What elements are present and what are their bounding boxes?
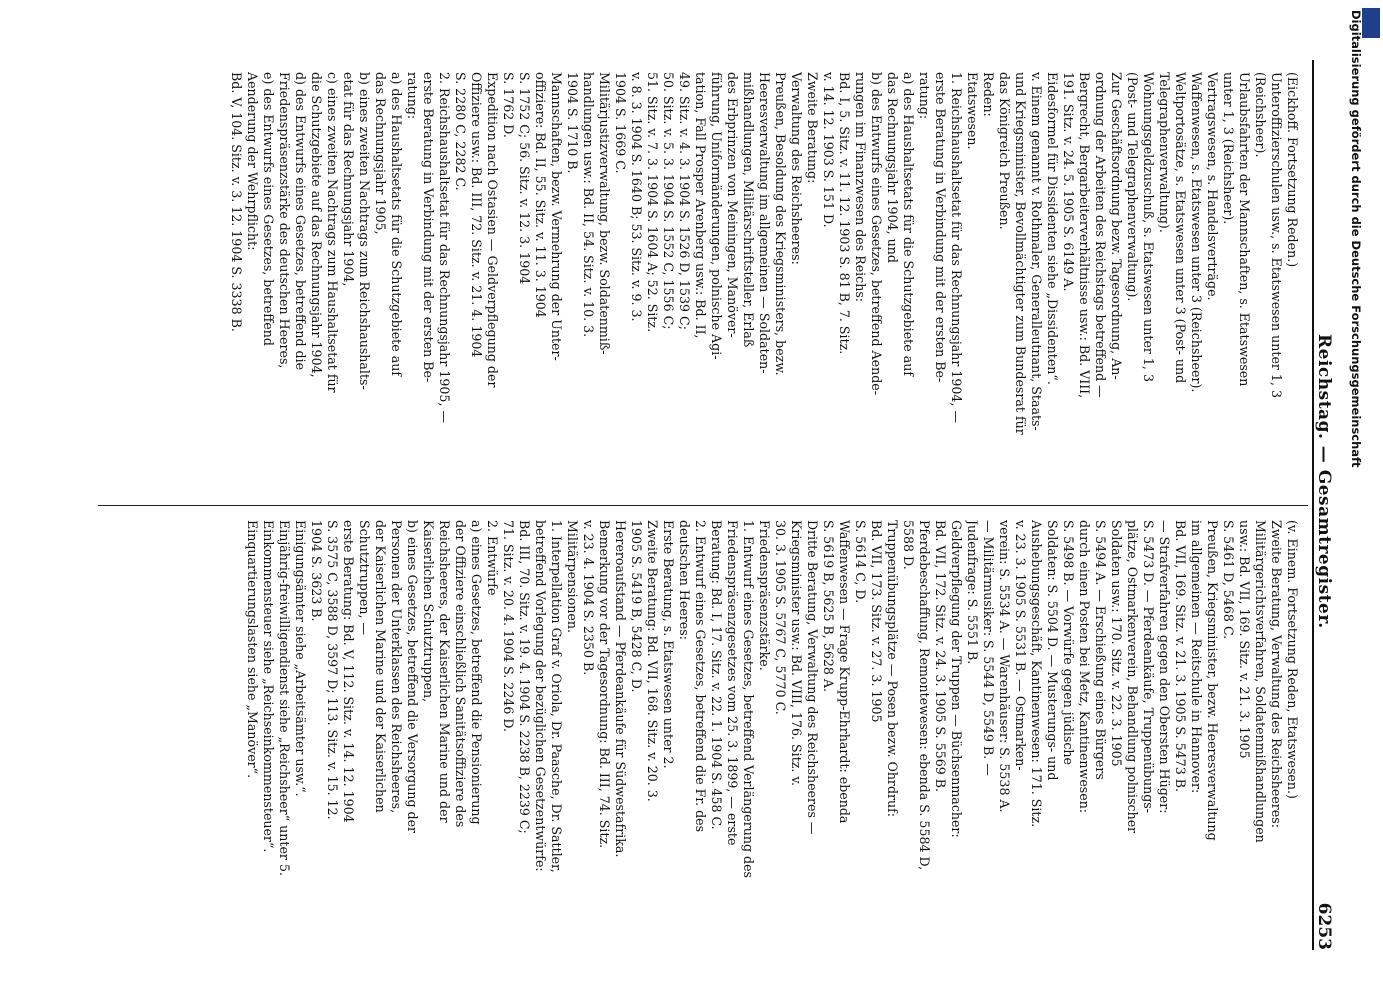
text-line: S. 5614 C, D. <box>853 520 868 604</box>
text-line: 1904 S. 1710 B. <box>565 72 580 174</box>
text-line: 71. Sitz. v. 20. 4. 1904 S. 2246 D. <box>501 520 516 733</box>
text-line: 1. Interpellation Graf v. Oriola, Dr. Paasche, Dr. Sattler, <box>549 520 564 873</box>
text-line: S. 1762 D. <box>501 72 516 138</box>
text-line: 2. Entwurf eines Gesetzes, betreffend die Fr. des <box>693 520 708 833</box>
text-line: 1904 S. 3623 B. <box>309 520 324 622</box>
text-line: Einjährig-freiwilligendienst siehe „Reichsheer“ unter 5. <box>277 520 292 876</box>
text-line: a) des Haushaltsetats für die Schutzgebiete auf <box>901 72 916 376</box>
text-line: Truppenübungsplätze — Posen bezw. Ohrdruf: <box>885 520 900 818</box>
text-line: durch einen Posten bei Metz, Kantinenwesen: <box>1077 520 1092 814</box>
text-line: Militärjustizverwaltung, bezw. Soldatenmiß- <box>597 72 612 355</box>
text-line: v. 23. 4. 1904 S. 2350 B. <box>581 520 596 676</box>
text-line: Hereroaufstand — Pferdeankäufe für Südwestafrika. <box>613 520 628 858</box>
text-line: a) eines Gesetzes, betreffend die Pensionierung <box>469 520 484 825</box>
text-line: Soldaten: S. 5504 D. — Musterungs- und <box>1045 520 1060 781</box>
text-line: S. 3575 C, 3588 D, 3597 D; 113. Sitz. v. 15. 12. <box>325 520 340 820</box>
text-line: der Kaiserlichen Marine und der Kaiserlichen <box>373 520 388 813</box>
text-line: Friedenspräsenzstärke. <box>757 520 772 671</box>
text-line: offiziere: Bd. II, 55. Sitz. v. 11. 3. 1904 <box>533 72 548 318</box>
text-line: und Kriegsminister, Bevollmächtigter zum Bundesrat für <box>1013 72 1028 435</box>
text-line: Bd. V, 104. Sitz. v. 3. 12. 1904 S. 3338 B. <box>229 72 244 332</box>
text-line: ordnung der Arbeiten des Reichstags betreffend — <box>1093 72 1108 398</box>
text-line: unter 1, 3 (Reichsheer). <box>1221 72 1236 225</box>
text-line: Militärpensionen. <box>565 520 580 633</box>
text-line: Etatswesen. <box>965 72 980 150</box>
text-line: 50. Sitz. v. 5. 3. 1904 S. 1552 C, 1556 C; <box>661 72 676 330</box>
text-line: Einigungsämter siehe „Arbeitsämter usw.“. <box>293 520 308 797</box>
text-line: im allgemeinen — Reitschule in Hannover: <box>1189 520 1204 794</box>
text-line: Bergrecht, Bergarbeiterverhältnisse usw.: Bd. VIII, <box>1077 72 1092 399</box>
text-line: a) des Haushaltsetats für die Schutzgebiete auf <box>389 72 404 376</box>
text-line: (Post- und Telegraphenverwaltung). <box>1125 72 1140 302</box>
text-line: 2. Entwürfe <box>485 520 500 596</box>
text-line: Einquartierungslasten siehe „Manöver“. <box>245 520 260 779</box>
text-line: Aushebungsgeschäft, Kantinenwesen: 171. Sitz. <box>1029 520 1044 828</box>
running-title: Reichstag. — Gesamtregister. <box>1314 334 1334 629</box>
text-line: führung, Uniformänderungen, polnische Agi- <box>709 72 724 360</box>
text-line: Heeresverwaltung im allgemeinen — Soldaten- <box>757 72 772 374</box>
text-line: Waffenwesen, s. Etatswesen unter 3 (Reichsheer). <box>1189 72 1204 393</box>
text-line: Zweite Beratung, Verwaltung des Reichsheeres: <box>1269 520 1284 828</box>
text-line: das Königreich Preußen. <box>997 72 1012 230</box>
text-line: S. 5494 A. — Erschießung eines Bürgers <box>1093 520 1108 780</box>
text-line: b) eines zweiten Nachtrags zum Reichshaushalts- <box>357 72 372 390</box>
text-line: Bd. I, 5. Sitz. v. 11. 12. 1903 S. 81 B, 7. Sitz. <box>837 72 852 355</box>
text-line: 191. Sitz. v. 24. 5. 1905 S. 6149 A. <box>1061 72 1076 292</box>
text-line: Bd. VII, 173. Sitz. v. 27. 3. 1905 <box>869 520 884 723</box>
text-line: deutschen Heeres: <box>677 520 692 640</box>
text-line: e) des Entwurfs eines Gesetzes, betreffend <box>261 72 276 346</box>
text-line: Zweite Beratung: <box>805 72 820 184</box>
text-line: Reden: <box>981 72 996 117</box>
text-line: 49. Sitz. v. 4. 3. 1904 S. 1526 D, 1539 C; <box>677 72 692 330</box>
text-line: S. 5461 D, 5468 C. <box>1221 520 1236 640</box>
text-line: v. 14. 12. 1903 S. 151 D. <box>821 72 836 228</box>
digitization-credit: Digitalisierung gefördert durch die Deutsche Forschungsgemeinschaft <box>1349 10 1363 468</box>
text-line: Zweite Beratung: Bd. VII, 168. Sitz. v. 20. 3. <box>645 520 660 802</box>
text-line: Urlaubsfahrten der Mannschaften, s. Etatswesen <box>1237 72 1252 387</box>
text-line: 1. Reichshaushaltsetat für das Rechnungsjahr 1904, — <box>949 72 964 424</box>
text-line: Friedenspräsenzstärke des deutschen Heeres, <box>277 72 292 369</box>
text-line: 5588 D. <box>901 520 916 570</box>
text-line: Bd. III, 70. Sitz. v. 19. 4. 1904 S. 2238 B, 2239 C; <box>517 520 532 834</box>
text-line: v. 23. 3. 1905 S. 5531 B. — Ostmarken- <box>1013 520 1028 771</box>
text-line: Verwaltung des Reichsheeres: <box>789 72 804 265</box>
page-header <box>1308 60 1342 950</box>
left-column <box>80 72 1300 512</box>
text-line: c) eines zweiten Nachtrags zum Haushaltsetat für <box>325 72 340 393</box>
text-line: d) des Entwurfs eines Gesetzes, betreffend die <box>293 72 308 371</box>
text-line: 51. Sitz. v. 7. 3. 1904 S. 1604 A; 52. Sitz. <box>645 72 660 333</box>
text-line: Schutztruppen, — <box>357 520 372 636</box>
text-line: handlungen usw.: Bd. II, 54. Sitz. v. 10. 3. <box>581 72 596 338</box>
text-line: das Rechnungsjahr 1904, und <box>885 72 900 263</box>
text-line: etat für das Rechnungsjahr 1904, <box>341 72 356 287</box>
text-line: usw.: Bd. VII, 169. Sitz. v. 21. 3. 1905 <box>1237 520 1252 759</box>
text-line: rungen im Finanzwesen des Reichs: <box>853 72 868 303</box>
text-line: Mannschaften, bezw. Vermehrung der Unter- <box>549 72 564 361</box>
text-line: 2. Reichshaushaltsetat für das Rechnungsjahr 1905, — <box>437 72 452 424</box>
text-line: S. 1752 C; 56. Sitz. v. 12. 3. 1904 <box>517 72 532 285</box>
text-line: Pferdebeschaffung, Remontewesen: ebenda S. 5584 D, <box>917 520 932 871</box>
text-line: erste Beratung in Verbindung mit der ersten Be- <box>421 72 436 383</box>
text-line: Einkommensteuer siehe „Reichseinkommensteuer“. <box>261 520 276 853</box>
text-line: Kaiserlichen Schutztruppen, <box>421 520 436 703</box>
text-line: S. 5473 D. — Pferdeankäufe, Truppenübungs- <box>1141 520 1156 813</box>
text-line: Judenfrage: S. 5551 B. <box>965 520 980 665</box>
text-line: Zur Geschäftsordnung bezw. Tagesordnung, An- <box>1109 72 1124 380</box>
text-line: verein: S. 5534 A. — Warenhäuser: S. 5538 A. <box>997 520 1012 813</box>
text-line: Dritte Beratung, Verwaltung des Reichsheeres — <box>805 520 820 835</box>
text-line: Geldverpflegung der Truppen — Büchsenmacher: <box>949 520 964 838</box>
text-line: Unteroffizierschulen usw., s. Etatswesen unter 1, 3 <box>1269 72 1284 398</box>
text-line: Preußen, Besoldung des Kriegsministers, bezw. <box>773 72 788 376</box>
text-line: Kriegsminister usw.: Bd. VIII, 176. Sitz. v. <box>789 520 804 787</box>
text-line: Erste Beratung, s. Etatswesen unter 2. <box>661 520 676 769</box>
text-line: 30. 3. 1905 S. 5767 C, 5770 C. <box>773 520 788 715</box>
text-line: S. 2280 C, 2282 C. <box>453 72 468 191</box>
text-line: ratung: <box>917 72 932 120</box>
text-line: — Strafverfahren gegen den Obersten Hüger: <box>1157 520 1172 814</box>
text-line: mißhandlungen, Militärschriftsteller, Erlaß <box>741 72 756 348</box>
text-line: Wohnungsgeldzuschuß, s. Etatswesen unter 1, 3 <box>1141 72 1156 382</box>
text-line: 1904 S. 1669 C. <box>613 72 628 174</box>
text-line: Personen der Unterklassen des Reichsheeres, <box>389 520 404 814</box>
text-line: Bd. VII, 169. Sitz. v. 21. 3. 1905 S. 5473 B. <box>1173 520 1188 793</box>
text-line: (Eickhoff. Fortsetzung Reden.) <box>1285 72 1300 268</box>
text-line: Vertragswesen, s. Handelsverträge. <box>1205 72 1220 301</box>
text-line: Offiziere usw.: Bd. III, 72. Sitz. v. 21. 4. 1904 <box>469 72 484 358</box>
text-line: 1905 S. 5419 B, 5428 C, D. <box>629 520 644 693</box>
text-line: v. Einem genannt v. Rothmaler, Generalleutnant, Staats- <box>1029 72 1044 431</box>
dfg-logo <box>1362 8 1380 38</box>
text-line: Friedenspräsenzgesetzes vom 25. 3. 1899, — erste <box>725 520 740 846</box>
text-line: — Militärmusiker: S. 5544 D, 5549 B. — <box>981 520 996 776</box>
text-line: der Offiziere einschließlich Sanitätsoffiziere des <box>453 520 468 828</box>
text-line: ratung: <box>405 72 420 120</box>
text-line: tation, Fall Prosper Arenberg usw.: Bd. II, <box>693 72 708 339</box>
text-line: v. 8. 3. 1904 S. 1640 B; 53. Sitz. v. 9. 3. <box>629 72 644 322</box>
text-line: b) des Entwurfs eines Gesetzes, betreffend Aende- <box>869 72 884 395</box>
text-line: Weltportosätze, s. Etatswesen unter 3 (Post- und <box>1173 72 1188 384</box>
text-line: Militärgerichtsverfahren, Soldatenmißhandlungen <box>1253 520 1268 843</box>
text-line: Reichsheeres, der Kaiserlichen Marine und der <box>437 520 452 823</box>
text-line: Bemerkung vor der Tagesordnung: Bd. III, 74. Sitz. <box>597 520 612 849</box>
text-line: Telegraphenverwaltung). <box>1157 72 1172 233</box>
text-line: (Reichsheer). <box>1253 72 1268 158</box>
text-line: Expedition nach Ostasien — Geldverpflegung der <box>485 72 500 388</box>
text-line: 1. Entwurf eines Gesetzes, betreffend Verlängerung des <box>741 520 756 878</box>
text-line: des Erbprinzen von Meiningen, Manöver- <box>725 72 740 338</box>
text-line: Eidesformel für Dissidenten siehe „Dissidenten“. <box>1045 72 1060 385</box>
right-column <box>80 520 1300 960</box>
text-line: das Rechnungsjahr 1905, <box>373 72 388 235</box>
text-line: erste Beratung in Verbindung mit der ersten Be- <box>933 72 948 383</box>
text-line: S. 5619 B, 5625 B, 5628 A. <box>821 520 836 692</box>
text-line: Waffenwesen — Frage Krupp-Ehrhardt: ebenda <box>837 520 852 824</box>
text-line: erste Beratung: Bd. V, 112. Sitz. v. 14. 12. 1904 <box>341 520 356 823</box>
text-line: b) eines Gesetzes, betreffend die Versorgung der <box>405 520 420 834</box>
text-line: die Schutzgebiete auf das Rechnungsjahr 1904, <box>309 72 324 378</box>
text-line: Soldaten usw.: 170. Sitz. v. 22. 3. 1905 <box>1109 520 1124 767</box>
text-line: Aenderung der Wehrpflicht: <box>245 72 260 251</box>
page-number: 6253 <box>1314 902 1334 950</box>
text-line: Preußen, Kriegsminister, bezw. Heeresverwaltung <box>1205 520 1220 841</box>
text-line: betreffend Vorlegung der bezüglichen Gesetzentwürfe: <box>533 520 548 872</box>
text-line: plätze, Ostmarkenverein, Behandlung polnischer <box>1125 520 1140 834</box>
text-line: Bd. VII, 172. Sitz. v. 24. 3. 1905 S. 5569 B. <box>933 520 948 793</box>
text-line: (v. Einem. Fortsetzung Reden, Etatswesen.) <box>1285 520 1300 799</box>
text-line: Beratung: Bd. I, 17. Sitz. v. 22. 1. 1904 S. 458 C. <box>709 520 724 830</box>
text-line: S. 5498 B. — Vorwürfe gegen jüdische <box>1061 520 1076 765</box>
